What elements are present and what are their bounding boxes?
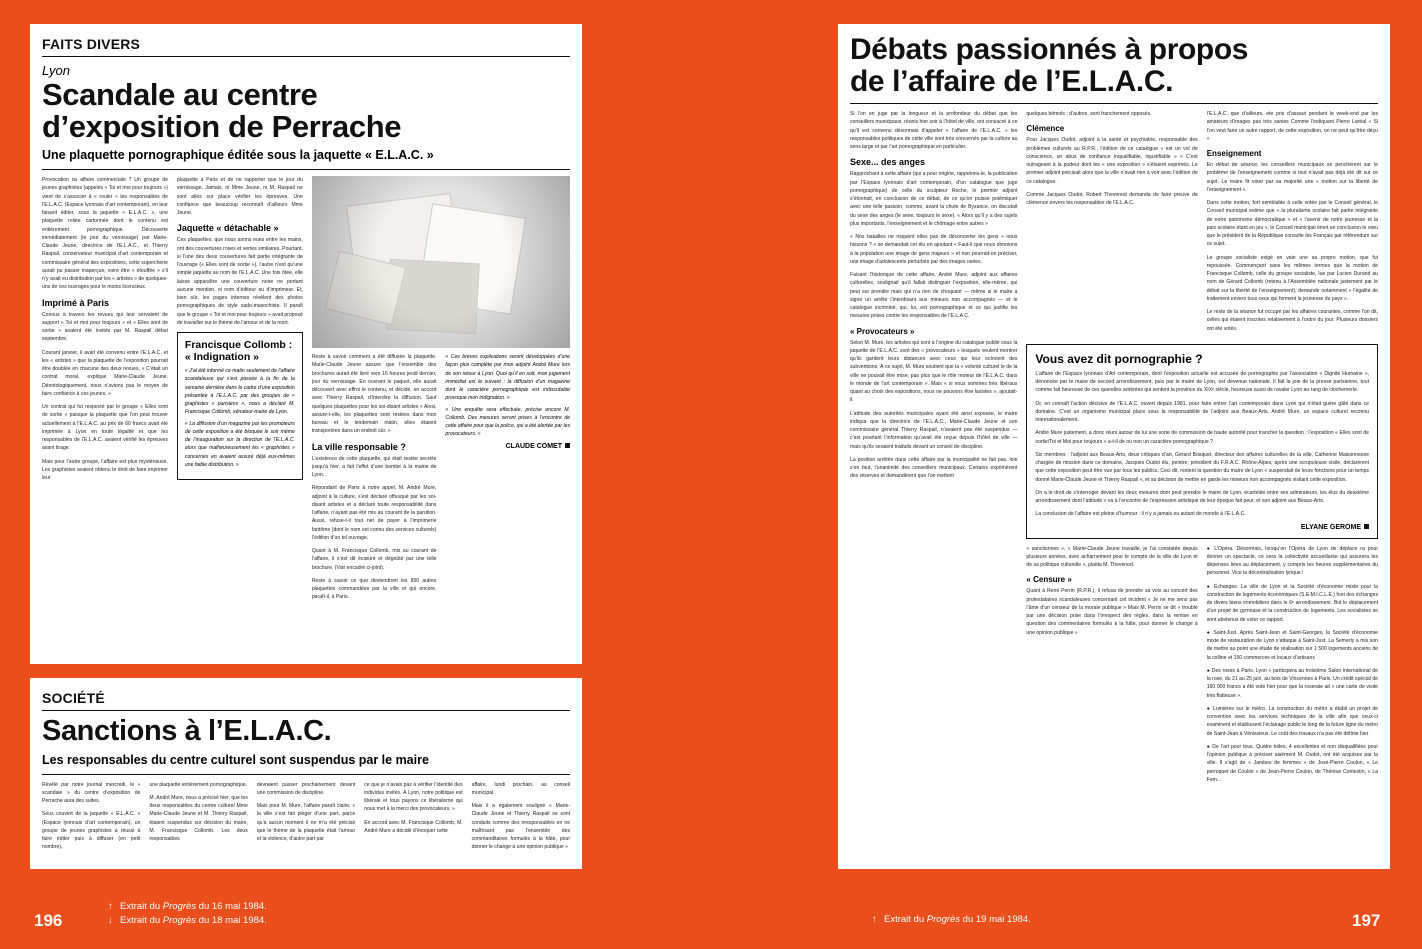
paragraph: Pour Jacques Oudot, adjoint à la santé et psychiatrie, responsable des problèmes culturels au R.P.R., l’édition de ce catalogue « est un vol de conscience, un abus de confiance inqualifiable, injustifiable » « C’est outrageant à la pudeur dont les « une exposition » s’étaient exprimés. Le premier adjoint précisait alors que la ville n’avait rien à voir avec l’édition de ce catalogue. bbox=[1026, 137, 1198, 185]
divider bbox=[42, 710, 570, 711]
paragraph: Reste à savoir ce que deviendront les 850 autres plaquettes commandées par la ville et qui encore, paraît-il, à Paris. bbox=[311, 577, 437, 601]
bullet-item: ● Des roses à Paris. Lyon « participera au troisième Salon international de la rose, du 21 au 25 juin, au bois de Vincennes à Paris. Un crédit spécial de 160 000 francs a été voté hier pour que la roseraie ait « une carte de visite très flatteuse ». bbox=[1206, 667, 1379, 699]
divider bbox=[850, 103, 1378, 104]
column-1 bbox=[42, 176, 168, 607]
section-heading: Enseignement bbox=[1206, 149, 1262, 158]
paragraph: Provocation ou affaire commerciale ? Un groupe de jeunes graphistes (appelés « Toi et moi pour toujours ») vient de s’associer à « rouler » les responsables de l’E.L.A.C. (Espace lyonnais d’art contemporain), en leur faisant éditer, sous la jaquette « E.L.A.C. », une plaquette reliée cartonnée dont le contenu est entièrement pornographique. Découverte immédiatement (le jour du vernissage) par Marie-Claude Jeune, directrice de l’E.L.A.C., et Thierry Raspail, conservateur municipal d’art contemporain et commissaire général des expositions, cette supercherie aurait pu passer inaperçue, voire être « étouffée » s’il n’y avait eu distribution par les « artistes » de quelques-uns de ces ouvrages pour le moins licencieux. bbox=[42, 177, 168, 291]
pullquote-text: « Une enquête sera effectuée, précise encore M. Collomb. Des mesures seront prises à l’encontre de cette affaire pour que la police, qui a été alertée par les provocateurs. » bbox=[445, 407, 570, 438]
folio-left: 196 bbox=[34, 911, 63, 930]
pullquote-title: Francisque Collomb : « Indignation » bbox=[184, 339, 293, 364]
bullet-item: ● Lumières sur le métro. La construction du métro a établi un projet de convention avec les services techniques de la ville afin que ceux-ci examinent et établissent l’éclairage public le long de la future ligne du métro de Saint-Jean à Vénissieux. Le coût des travaux n’a pas été définie hier bbox=[1206, 705, 1379, 737]
pullquote-text: « J’ai été informé ce matin seulement de l’affaire scandaleuse qui s’est passée à la fin de la semaine dernière dans le cadre d’une exposition présentée à l’E.L.A.C. par des groupes de « graphistes » parisiens », nous a déclaré M. Francisque Collomb, sénateur-maire de Lyon. bbox=[184, 368, 295, 415]
column-1 bbox=[42, 781, 140, 857]
section-heading: Sexe... des anges bbox=[850, 157, 926, 168]
paragraph: Le groupe socialiste exigé en vain une sa propre motion, que fut repoussée. Commençant sans les mêmes termes que la motion de Francisque Collomb, celle du groupe socialiste, lue par Lucien Durand au nom de Gérard Collomb (retenu à l’Assemblée nationale justement par le débat sur la liberté de l’enseignement), demande notamment « l’égalité de traitement envers tous ceux qui forment la jeunesse du pays ». bbox=[1206, 254, 1379, 302]
section-heading: Jaquette « détachable » bbox=[176, 223, 279, 234]
paragraph: ce que je n’avais pas à vérifier l’identité des individus invités. À Lyon, notre politique est libérale et tous payons ce libéralisme qui nous met à la merci des provocateurs. » bbox=[364, 781, 463, 813]
paragraph: L’existence de cette plaquette, qui était restée secrète jusqu’à hier, a fait l’effet d’une bombe à la mairie de Lyon. bbox=[311, 455, 437, 479]
paragraph: Mais pour l’autre groupe, l’affaire est plus mystérieuse. Les graphistes avaient obtenu le droit de faire imprimer leur bbox=[42, 458, 168, 482]
column-2d bbox=[1207, 545, 1378, 790]
rubric-faits-divers: FAITS DIVERS bbox=[42, 36, 141, 52]
paragraph: Ces plaquettes, que nous avons eues entre les mains, ont des couvertures roses et vertes similaires. Pourtant, si l’une des deux couvertures fait partie intégrante de l’ouvrage (« Elles sont de sortie »), l’autre n’est qu’une simple jaquette au nom de l’E.L.A.C. Une fois ôtée, elle laisse apparaître une couverture noire ne portant aucune mention, ni nom d’éditeur ou d’imprimeur. Et, bien sûr, les pages internes révèlent des photos pornographiques de style sado-masochiste. Il paraît que le groupe « Toi et moi pour toujours » avait proposé de travailler sur le thème de l’amour et de la mort. bbox=[176, 237, 303, 326]
caption-block-left bbox=[108, 900, 267, 929]
column-5 bbox=[472, 781, 570, 857]
headline-line-1: Débats passionnés à propos bbox=[850, 33, 1249, 66]
pullquote-box-collomb bbox=[177, 332, 303, 480]
paragraph: devraient passer prochainement devant une commission de discipline. bbox=[256, 781, 356, 796]
paragraph: On a le droit de s’interroger devant les deux mesures dont peut prendre le maire de Lyon, écartelée entre ses admirateurs, les élus du deuxième arrondissement dont l’attitude « va à l’encontre de l’expression artistique de leur époque fait peur, et son adjoint aux Beaux-Arts. bbox=[1035, 489, 1369, 504]
paragraph: Six membres : l’adjoint aux Beaux-Arts, deux critiques d’art, Gérard Bosquet, directeur des affaires culturelles de la ville, Catherine Maisonneuve chargée de mission dans ce domaine, Jacques Oudot élu, peintre, président du F.R.A.C. Rhône-Alpes, après une scrupuleuse visite, déclarèrent que cette exposition peut être vue par tous les publics. Ceci dit, restent la question du maire de Lyon « suspendait de leurs fonctions pour un temps donné Marie-Claude Jeune et Thierry Raspail », et sa décision de mettre en garde les mineurs non accompagnés visitant cette exposition. bbox=[1035, 451, 1369, 483]
caption-source: Progrès bbox=[162, 915, 197, 927]
paragraph: Sous couvert de la jaquette « E.L.A.C. » (Espace lyonnais d’art contemporain), un groupe de jeunes graphistes a réussi à faire éditer puis à diffuser (en petit nombre), bbox=[42, 811, 141, 851]
paragraph: Révélé par notre journal mercredi, le « scandale » du centre d’exposition de Perrache aura des suites. bbox=[42, 781, 141, 805]
column-3a bbox=[312, 353, 437, 607]
article-scandale-au-centre bbox=[30, 24, 582, 664]
paragraph: Répondant de Paris à notre appel, M. André Mure, adjoint à la culture, s’est déclaré offusqué par les soi-disant artistes et a déclaré toute responsabilité dans l’affaire, n’ayant pas été mis au courant de la parution. Aussi, refuse-t-il tout net de payer à l’imprimerie fantôme (dont le nom est connu des services culturels) l’édition d’un tel ouvrage. bbox=[311, 485, 437, 541]
paragraph: Quant à René Perrin (R.P.R.), il refusa de prendre sa voix au concert des protestataires scandaleuses concernant cet incident « Je ne me sens pas l’âme d’un censeur de la morale publique » Mais M. Perrin se dit « troublé par une décision prise dans l’irrespect des règles, dans la remise en question des commentaires formulés à la hâte, pour donner le change à une opinion publique » bbox=[1026, 588, 1198, 636]
paragraph: M. André Mure, nous a précisé hier, que les deux responsables du centre culturel Mme Marie-Claude Jeune et M. Thierry Raspail, étaient suspendus sur décision du maire, M. Francisque Collomb. Les deux responsables bbox=[149, 794, 248, 843]
paragraph: Rapprochant à cette affaire (qui a pour origine, rappelons-le, la publication par l’Espace lyonnais d’art contemporain, d’un catalogue que juge pornographique) de celle du sculpteur Roche, le premier adjoint s’étonnait, en conclusion de ce débat, de ce qu’on puisse polémiquer avec une telle passion, comme, avant la chute de Byzance, on discutait du sexe des anges (le sexe, toujours le sexe). « Alors qu’il y a des sujets plus importants, l’enseignement et le chômage entre autres » bbox=[850, 171, 1018, 227]
paragraph: Or, en connaît l’action décisive de l’E.L.A.C. ouvert depuis 1981, pour faire entrer l’art contemporain dans Lyon qui n’était guère gâté dans ce domaine. C’est un organisme municipal place sous la responsabilité de l’adjoint aux Beaux-Arts, André Mure, un espace culturel reconnu internationalement. bbox=[1035, 400, 1369, 423]
paragraph: La position arrêtée dans cette affaire par la municipalité ne fait pas, loin s’en faut, l’unanimité des conseillers municipaux. Certains exprimèrent des réserves et demandèrent que l’on mettent bbox=[850, 456, 1018, 480]
column-1 bbox=[850, 110, 1017, 789]
paragraph: une plaquette entièrement pornographique. bbox=[149, 781, 248, 788]
paragraph: Le reste de la séance fut occupé par les affaires courantes, comme l’on dit, celles qui étaient inscrites relativement à l’ordre du jour. Plusieurs dossiers ont été votés. bbox=[1206, 309, 1379, 332]
paragraph: Mais il a également souligné « Marie-Claude Jeune et Thierry Raspail se sont conduits comme des irresponsables en ne maîtrisant pas l’ensemble des commanditaires formulés à la hâte, pour donner le change à une opinion publique » bbox=[471, 803, 571, 851]
caption-text: Extrait du bbox=[120, 915, 163, 927]
page-title: Sanctions à l’E.L.A.C. bbox=[42, 715, 332, 747]
section-heading: « Provocateurs » bbox=[850, 326, 915, 336]
bullet-item: ● Saint-Just. Après Saint-Jean et Saint-Georges, la Société d’économie mixte de restauration de Lyon s’attaque à Saint-Just. La Semerly a mis son de mettre au point une étude de réalisation sur 1 500 logements anciens de la colline et 150 commerces et locaux d’artisans bbox=[1206, 629, 1379, 661]
subheadline: Une plaquette pornographique éditée sous la jaquette « E.L.A.C. » bbox=[42, 148, 434, 163]
paragraph: Si l’on en juge par la longueur et la profondeur du débat que les conseillers municipaux, réunis hier soir à l’hôtel de ville, ont consacré à ce qu’il est convenu désormais d’appeler « l’affaire de l’E.L.A.C. » les responsables politiques de cette ville sont très concernés par la culture au sens large et par l’art pornographique en particulier. bbox=[850, 111, 1018, 150]
end-mark bbox=[1364, 524, 1369, 529]
subheadline: Les responsables du centre culturel sont suspendus par le maire bbox=[42, 752, 429, 767]
article-sanctions-elac bbox=[30, 678, 582, 869]
divider bbox=[42, 774, 570, 775]
section-heading: « Censure » bbox=[1026, 575, 1072, 585]
paragraph: l’E.L.A.C. que d’ailleurs, ete pris d’assaut pendant le week-end par les amateurs d’images pas très sanies Comme l’indiquant Pierre Laréal « Si l’on veut faire un autre rapport, de cette exposition, on ne peut qu’être déçu » bbox=[1206, 111, 1379, 142]
paragraph: plaquette à Paris et de ne rapporter que le jour du vernissage. Jamais, ni Mme Jeune, ni M. Raspail ne sont allés sur place vérifier les épreuves. Une confiance que beaucoup reconnaît d’ailleurs Mme Jeune. bbox=[176, 177, 303, 217]
paragraph: « Nos batailles ne risquent elles pas de déconcerter les gens » nous hissons ? « se demandait cet élu en ajoutant « Faut-il que nous donnions à la population une image de gens majeurs » et non pourrait-on préciser, une image d’adolescents perturbés par des images osées. bbox=[850, 234, 1018, 265]
column-3 bbox=[257, 781, 355, 857]
caption-line bbox=[108, 900, 267, 915]
paragraph: André Mure justement, a donc réuni autour de lui une sorte de commission de haute autorité pour trancher la question : l’exposition « Elles sont de sortie/Toi et Moi pour toujours » a-t-il de ou non un caractère pornographique ? bbox=[1035, 430, 1369, 445]
arrow-up-icon: ↑ bbox=[108, 900, 113, 912]
paragraph: L’affaire de l’Espace lyonnais d’Art contemporain, dont l’exposition actuelle est accusée de pornographie par l’association « Dignité Humaine », dénoncée par le maire de second arrondissement, puis par le maire de Lyon, est devenue nationale. Il fait la joie de la presse parisienne, tout comme fait heureuse de ces querelles arriérées qui sentent la province du XIXᵉ siècle, heureuse aussi de ravaler Lyon au rang de clochemerle. bbox=[1035, 370, 1369, 394]
divider bbox=[42, 56, 570, 57]
section-heading: La ville responsable ? bbox=[311, 441, 406, 452]
pullquote-text: « La diffusion d’un magazine par les promoteurs de cette exposition a été bloquée le soir même de l’inauguration sur la direction de l’E.L.A.C. alors que malheureusement les « graphistes » concernés en avaient assuré déjà eux-mêmes une faible distribution. » bbox=[184, 421, 295, 468]
headline-line-2: d’exposition de Perrache bbox=[42, 108, 402, 144]
column-2a bbox=[1026, 110, 1197, 338]
boxed-feature-wrap bbox=[1026, 338, 1378, 789]
paragraph: Courant janvier, il avait été convenu entre l’E.L.A.C. et les « artistes » que la plaquette de l’exposition pourrait être doublée en chacune des deux revues, « C’était un contrat moral, explique Marie-Claude Jeune. Déontologiquement, nous n’avions pas le moyen de faire confiance à ces jeunes. » bbox=[42, 349, 168, 397]
caption-date: du 16 mai 1984. bbox=[196, 900, 267, 912]
rubric-societe: SOCIÉTÉ bbox=[42, 690, 105, 706]
article-photo bbox=[312, 176, 570, 348]
photo-subcolumns bbox=[312, 353, 570, 607]
bullet-item: ● De l’art pour tous. Quatre toiles, 4 excellentes et non disqualifiées pour l’opinion publique à préciser aisément M. Oudot, ont été acquises par la ville. Il s’agit de « Jambes de femmes » de José-Pierre Coulon, « Le perroquet de Couloir » de Jean-Pierre Coulon, de Thérèse Contestin, « La Fem... bbox=[1206, 743, 1379, 783]
paragraph: En début de séance, les conseillers municipaux se penchèrent sur le problème de l’enseignement comme si tout n’avait pas déjà été dit sur ce sujet. Le maire fit voter par sa majorité une « motion sur la liberté de l’enseignement ». bbox=[1206, 162, 1379, 193]
section-heading: Imprimé à Paris bbox=[42, 297, 110, 308]
caption-line bbox=[108, 914, 267, 929]
column-3b bbox=[445, 353, 570, 607]
paragraph: L’attitude des autorités municipales ayant été ainsi exposée, le maire indiqua que la directrice de l’E.L.A.C., Marie-Claude Jeune et son commissaire général Thierry Raspail, n’avaient pas été suspendus — c’est pourtant l’information qu’avait été reçue depuis l’hôtel de ville — mais qu’ils seraient traduits devant un conseil de discipline. bbox=[850, 410, 1018, 450]
page-title bbox=[42, 79, 570, 142]
caption-date: du 18 mai 1984. bbox=[196, 915, 267, 927]
paragraph: « sanctionnes », « Marie-Claude Jeune travaille, je l’ai constatée depuis plusieurs années, avec acharnement pour le compte de la ville de Lyon et de sa politique culturelle », plaida M. Thevenod. bbox=[1026, 545, 1198, 568]
article-columns bbox=[42, 176, 570, 607]
paragraph: Un contrat qui fut respecté par le groupe « Elles sont de sortie » puisque la plaquette que l’on peut trouver actuellement à l’E.L.A.C. au prix de 60 francs avait été imprimée à Lyon en toute légalité et que les responsables de l’E.L.A.C. avaient vérifié les épreuves avant tirage. bbox=[42, 404, 168, 452]
arrow-down-icon: ↓ bbox=[108, 915, 113, 927]
headline-line-1: Scandale au centre bbox=[42, 77, 318, 112]
column-4 bbox=[364, 781, 462, 857]
column-2-with-box bbox=[1026, 110, 1378, 789]
paragraph: Reste à savoir comment a été diffusée la plaquette. Marie-Claude Jeune assure que l’ensemble des brochures aurait été livré vers 16 heures jeudi dernier, jour du vernissage. En ouvrant le paquet, elle aurait découvert avec effroi le contenu, et décidé, en accord avec Thierry Raspail, d’interdire la diffusion. Sauf quelques plaquettes pour les soi-disant artistes « Ainsi, assure-t-elle, les plaquettes sont restées dans mon bureau et le lendemain matin, elles étaient transportées dans un endroit sûr. » bbox=[311, 354, 437, 435]
paragraph: Dans cette motion, fort semblable à celle votée par le Conseil général, le Conseil municipal estime que « la pluralisme scolaire fait partie intégrante de notre patrimoine démocratique » et « l’avenir de notre jeunesse et la paix scolaire étant en jeu », le Conseil municipal émet en conclusion le vœu que le président de la République consulte les Français par référendum sur ce sujet. bbox=[1206, 200, 1379, 248]
column-2-top bbox=[1026, 110, 1378, 338]
below-box-columns bbox=[1026, 545, 1378, 790]
column-2c bbox=[1026, 545, 1197, 790]
byline: ELYANE GEROME bbox=[1035, 524, 1369, 531]
divider bbox=[42, 169, 570, 170]
paragraph: Selon M. Mure, les artistes qui sont à l’origine du catalogue publié sous la jaquette de l’E.L.A.C. sont des « provocateurs » lesquels veulent montrer qu’ils gardent leurs distances avec ceux qui leur octroient des subventions. À ce sujet, M. Mure soutient que la « volonté culturel le de la ville ne pouvait être mise, pas plus que le rôle moteur de l’E.L.A.C. dans le monde de l’art contemporain ». Mais « si nous sommes très libéraux quant au choix des expositions, nous ne pouvons être laxistes », ajoutait-il. bbox=[850, 339, 1018, 404]
paragraph: affaire, lundi prochain, au conseil municipal. bbox=[471, 781, 571, 796]
end-mark bbox=[565, 443, 570, 448]
paragraph: En accord avec M. Francisque Collomb, M. André Mure a décidé d’évoquer cette bbox=[364, 819, 463, 834]
caption-block-right bbox=[872, 914, 1031, 925]
column-2b bbox=[1207, 110, 1378, 338]
paragraph: quelques bémols : d’autres, sont franchement opposés. bbox=[1026, 111, 1152, 117]
paragraph: Faisant l’historique de cette affaire, André Mure, adjoint aux affaires culturelles, soulignait qu’il fallait distinguer l’exposition, elle-même, qui peut sur prendre mais qui n’a rien de choquant — même si le maire a signé un arrêté l’interdisant aux mineurs non accompagnés — et le catalogue incriminé, qui, lui, est pornographique et ce qui justifie les mesures prises contre les responsables de l’E.L.A.C. bbox=[850, 272, 1018, 320]
bullet-item: ● Échanges. La ville de Lyon et la Société d’économie mixte pour la construction de logements économiques (S.E.M.I.C.L.E.) font des échanges de divers biens immobiliers dans le 6ᵉ arrondissement. But le déplacement d’un projet de gymnase et la construction de logements. Les socialistes se sont abstenus de voter ce rapport. bbox=[1206, 583, 1379, 623]
photo-vignette bbox=[312, 176, 570, 348]
paragraph: Mais pour M. Mure, l’affaire paraît claire, « la ville s’est fait piéger d’une part, parce qu’à aucun moment il ne m’a été précisé que le thème de la plaquette était l’amour et la violence, d’autre part par bbox=[256, 803, 356, 843]
article-debats-passionnes bbox=[838, 24, 1390, 869]
caption-text: Extrait du bbox=[120, 900, 163, 912]
byline: CLAUDE COMET bbox=[445, 443, 570, 450]
paragraph: Quant à M. Francisque Collomb, mis au courant de l’affaire, il s’est dit écœuré et dégoûté par une telle brochure. (Voir encadré ci-joint). bbox=[311, 548, 437, 571]
caption-source: Progrès bbox=[162, 900, 197, 912]
bullet-item: ● L’Opéra. Désormais, lorsqu’on l’Opéra de Lyon de déplace ra pour donner un spectacle, ce sera la collectivité accueillante qui assurera les dépenses liées au déplacement, y compris les heures supplémentaires du personnel. Vice la décentralisation lyrique ! bbox=[1206, 545, 1379, 577]
folio-right: 197 bbox=[1352, 911, 1381, 930]
article-columns bbox=[42, 781, 570, 857]
article-columns bbox=[850, 110, 1378, 789]
section-heading: Clémence bbox=[1026, 124, 1065, 134]
caption-line bbox=[872, 914, 1031, 925]
caption-date: du 19 mai 1984. bbox=[960, 914, 1031, 925]
kicker-lyon: Lyon bbox=[42, 63, 70, 78]
paragraph: Comme Jacques Oudot, Robert Thevenod demanda de faire preuve de clémence envers les responsables de l’E.L.A.C. bbox=[1026, 191, 1198, 206]
caption-source: Progrès bbox=[926, 914, 961, 925]
column-2-bottom bbox=[1026, 338, 1378, 789]
caption-text: Extrait du bbox=[884, 914, 927, 925]
column-3-with-photo bbox=[312, 176, 570, 607]
paragraph: La conclusion de l’affaire est pleine d’humour : il n’y a jamais eu autant de monde à l’E.L.A.C. bbox=[1035, 511, 1246, 518]
pullquote-text: « Ces brèves explications seront développées d’une façon plus complète par mon adjoint André Mure lors de son retour à Lyon. Quoi qu’il en soit, mon jugement immédiat est le suivant : la diffusion d’un magazine dont le caractère pornographique est indiscutable provoque mon indignation. » bbox=[445, 354, 570, 401]
column-2 bbox=[177, 176, 303, 607]
page-title bbox=[850, 34, 1378, 97]
paragraph: Connus à travers les revues qui leur servaient de support « Toi et moi pour toujours » et « Elles sont de sortie » avaient été invités par M. Raspail début septembre. bbox=[42, 311, 168, 343]
boxed-feature-pornographie bbox=[1026, 344, 1378, 539]
headline-line-2: de l’affaire de l’E.L.A.C. bbox=[850, 64, 1174, 98]
column-2 bbox=[149, 781, 247, 857]
arrow-up-icon: ↑ bbox=[872, 914, 877, 925]
boxed-feature-title: Vous avez dit pornographie ? bbox=[1035, 351, 1203, 366]
